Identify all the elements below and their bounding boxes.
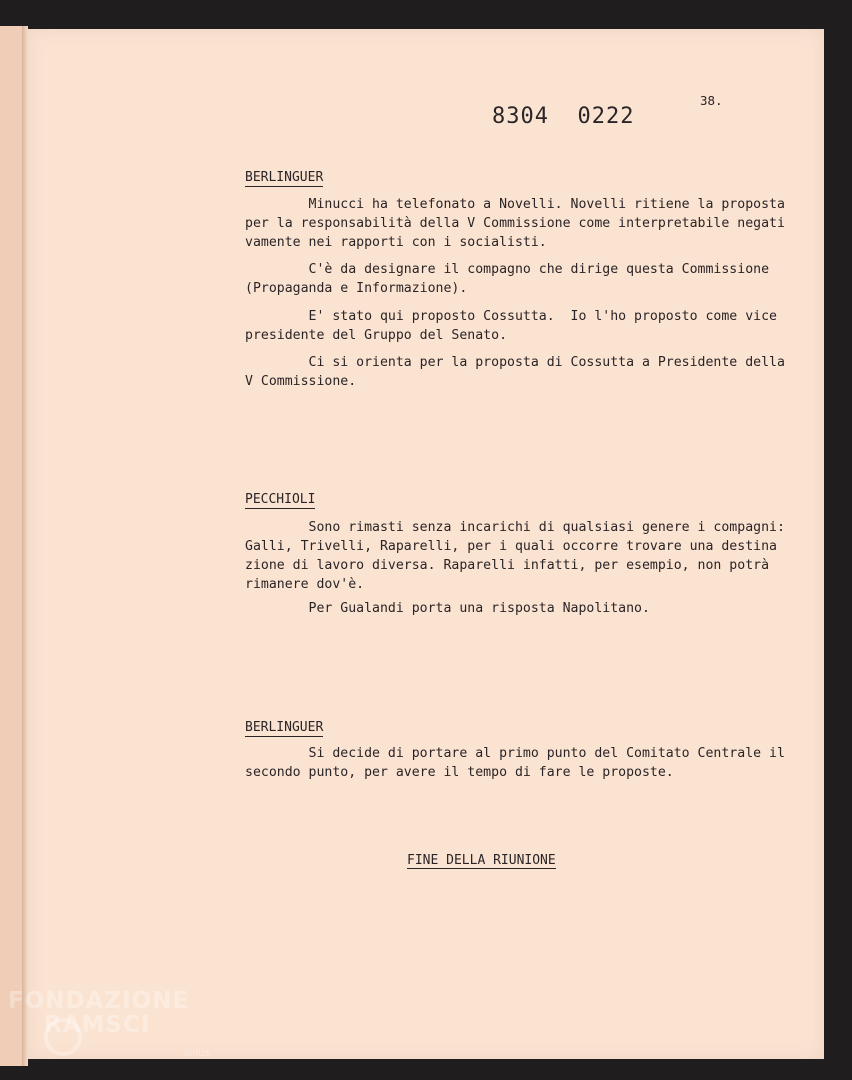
text-line: E' stato qui proposto Cossutta. Io l'ho proposto come vice bbox=[245, 309, 777, 324]
text-line: rimanere dov'è. bbox=[245, 577, 365, 592]
logo-subline: onlus bbox=[183, 1048, 210, 1059]
text-line: presidente del Gruppo del Senato. bbox=[245, 328, 508, 343]
paragraph bbox=[245, 599, 790, 618]
text-line: secondo punto, per avere il tempo di fare le proposte. bbox=[245, 765, 674, 780]
g-logo-icon bbox=[44, 1018, 82, 1056]
paragraph bbox=[245, 195, 790, 252]
paragraph bbox=[245, 518, 790, 594]
document-number: 8304 0222 bbox=[492, 104, 635, 129]
speaker-label: PECCHIOLI bbox=[245, 492, 316, 507]
speaker-label: BERLINGUER bbox=[245, 170, 324, 185]
text-line: Minucci ha telefonato a Novelli. Novelli ritiene la proposta bbox=[245, 197, 785, 212]
paragraph bbox=[245, 307, 790, 345]
text-line: V Commissione. bbox=[245, 374, 357, 389]
closing-line: FINE DELLA RIUNIONE bbox=[407, 853, 556, 868]
logo-line: FONDAZIONE bbox=[8, 988, 190, 1014]
paragraph bbox=[245, 353, 790, 391]
text-line: Sono rimasti senza incarichi di qualsiasi genere i compagni: bbox=[245, 520, 785, 535]
paragraph bbox=[245, 260, 790, 298]
speaker-label: BERLINGUER bbox=[245, 720, 324, 735]
fondazione-gramsci-logo bbox=[8, 988, 210, 1059]
text-line: Si decide di portare al primo punto del Comitato Centrale il bbox=[245, 746, 785, 761]
paragraph bbox=[245, 744, 790, 782]
text-line: Per Gualandi porta una risposta Napolitano. bbox=[245, 601, 650, 616]
text-line: vamente nei rapporti con i socialisti. bbox=[245, 235, 547, 250]
text-line: zione di lavoro diversa. Raparelli infatti, per esempio, non potrà bbox=[245, 558, 770, 573]
text-line: C'è da designare il compagno che dirige questa Commissione bbox=[245, 262, 770, 277]
logo-line: RAMSCI bbox=[44, 1012, 151, 1038]
text-line: Galli, Trivelli, Raparelli, per i quali occorre trovare una destina bbox=[245, 539, 777, 554]
text-line: Ci si orienta per la proposta di Cossutta a Presidente della bbox=[245, 355, 785, 370]
text-line: (Propaganda e Informazione). bbox=[245, 281, 468, 296]
page-number: 38. bbox=[700, 93, 723, 108]
text-line: per la responsabilità della V Commissione come interpretabile negati bbox=[245, 216, 785, 231]
